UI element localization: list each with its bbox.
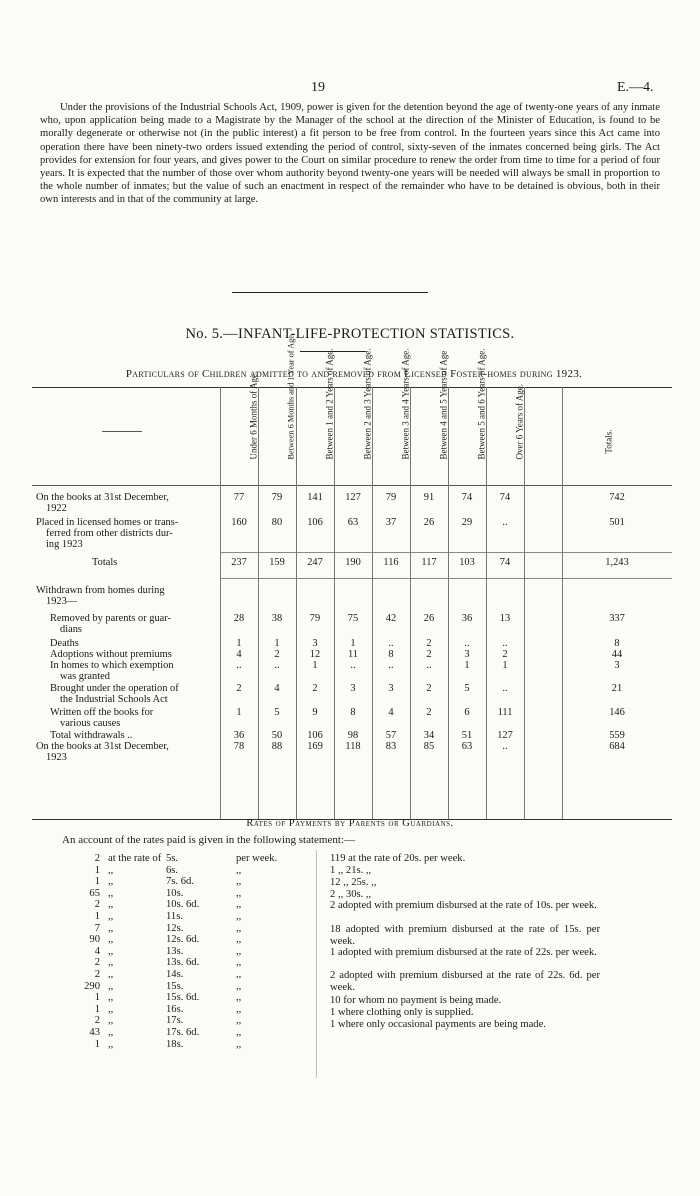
rate-connector: ,, [108, 945, 114, 957]
table-cell: 98 [347, 730, 359, 741]
table-cell: 2 [236, 683, 242, 694]
rate-period: ,, [236, 969, 242, 980]
column-header: Between 4 and 5 Years of Age [438, 350, 449, 460]
rate-row [60, 899, 300, 911]
table-cell: 159 [269, 557, 285, 568]
row-label [36, 517, 220, 550]
table-cell: 1 [464, 660, 470, 671]
rate-count: 1 [94, 992, 100, 1004]
row-label-continuation: 1923— [46, 596, 78, 607]
table-cell: 3 [312, 638, 318, 649]
table-cell: 79 [385, 492, 397, 503]
rate-period: ,, [236, 1003, 242, 1015]
rate-amount: 16s. [166, 1003, 184, 1015]
row-label-line: On the books at 31st December, [36, 741, 169, 752]
table-cell: 247 [307, 557, 323, 568]
table-cell: .. [236, 660, 242, 671]
rate-connector: ,, [108, 980, 114, 992]
table-cell: 1,243 [605, 557, 629, 568]
table-cell: 4 [388, 707, 394, 718]
table-cell: 501 [609, 517, 625, 528]
rate-amount: 11s. [166, 911, 183, 922]
table-cell: 51 [461, 730, 473, 741]
rate-period: ,, [236, 911, 242, 922]
table-cell: 146 [609, 707, 625, 718]
rate-count: 1 [94, 1003, 100, 1015]
table-cell: 42 [385, 613, 397, 624]
rate-amount: 18s. [166, 1038, 184, 1050]
table-cell: 237 [231, 557, 247, 568]
row-label-continuation: dians [60, 624, 82, 635]
table-cell: 2 [312, 683, 318, 694]
rate-note: 2 ,, 30s. ,, [330, 889, 372, 900]
row-label [50, 613, 220, 635]
table-cell: 141 [307, 492, 323, 503]
row-label-line: Deaths [50, 638, 79, 649]
rate-row [60, 853, 300, 865]
table-cell: 28 [233, 613, 245, 624]
table-cell: 1 [312, 660, 318, 671]
rate-period: ,, [236, 945, 242, 957]
table-cell: 3 [614, 660, 620, 671]
row-label-continuation: various causes [60, 718, 121, 729]
column-header: Between 5 and 6 Years of Age. [476, 348, 487, 460]
row-label [50, 638, 220, 649]
rate-note: 119 at the rate of 20s. per week. [330, 853, 466, 864]
rate-count: 1 [94, 1038, 100, 1050]
rate-amount: 10s. 6d. [166, 899, 200, 911]
table-cell: 1 [236, 707, 242, 718]
table-cell: 117 [421, 557, 437, 568]
col-divider [220, 387, 221, 819]
rate-count: 65 [89, 887, 100, 899]
table-cell: 36 [233, 730, 245, 741]
rate-connector: ,, [108, 911, 114, 922]
rate-connector: ,, [108, 864, 114, 876]
table-cell: 11 [347, 649, 358, 660]
rate-period: per week. [236, 853, 278, 864]
table-cell: 78 [233, 741, 245, 752]
table-cell: 2 [426, 683, 432, 694]
rate-period: ,, [236, 1015, 242, 1027]
rates-intro: An account of the rates paid is given in the following statement:— [62, 834, 355, 846]
column-header: Under 6 Months of Age. [248, 371, 259, 460]
rate-period: ,, [236, 992, 242, 1004]
rate-connector: ,, [108, 1015, 114, 1027]
table-cell: .. [388, 660, 394, 671]
table-cell: 160 [231, 517, 247, 528]
column-header: Between 2 and 3 Years of Age. [362, 348, 373, 460]
rate-connector: ,, [108, 876, 114, 888]
table-title: Particulars of Children admitted to and removed from Licensed Foster-homes during 1923. [125, 368, 583, 380]
rate-connector: at the rate of [108, 853, 162, 864]
table-cell: 26 [423, 517, 435, 528]
rate-connector: ,, [108, 1027, 114, 1038]
row-label [50, 730, 220, 741]
rate-connector: ,, [108, 1038, 114, 1050]
table-cell: 3 [464, 649, 470, 660]
table-cell: 57 [385, 730, 397, 741]
rate-note: 1 where clothing only is supplied. [330, 1007, 474, 1018]
rate-period: ,, [236, 922, 242, 934]
row-label-line: Withdrawn from homes during [36, 585, 165, 596]
row-label [50, 683, 220, 705]
table-cell: .. [464, 638, 470, 649]
row-label-line: Removed by parents or guar- [50, 613, 171, 624]
header-dash [102, 431, 142, 432]
column-header-totals: Totals. [603, 429, 614, 454]
rate-row [60, 876, 300, 888]
row-label-continuation: the Industrial Schools Act [60, 694, 168, 705]
rate-count: 4 [94, 945, 100, 957]
table-cell: 2 [426, 649, 432, 660]
row-label-continuation: was granted [60, 671, 110, 682]
rate-row [60, 1004, 300, 1016]
table-cell: 1 [274, 638, 280, 649]
rate-connector: ,, [108, 899, 114, 911]
rates-title: Rates of Payments by Parents or Guardians. [246, 818, 454, 829]
rate-row [60, 934, 300, 946]
row-label-line: Brought under the operation of [50, 683, 179, 694]
table-cell: 6 [464, 707, 470, 718]
rate-count: 2 [94, 1015, 100, 1027]
rate-amount: 15s. [166, 980, 184, 992]
rate-amount: 12s. [166, 922, 184, 934]
rate-row [60, 923, 300, 935]
rate-amount: 17s. [166, 1015, 184, 1027]
table-cell: .. [502, 741, 508, 752]
rate-note: 1 where only occasional payments are being made. [330, 1019, 546, 1030]
rate-amount: 15s. 6d. [166, 992, 200, 1004]
rate-amount: 5s. [166, 853, 179, 864]
table-cell: 1 [502, 660, 508, 671]
table-cell: .. [388, 638, 394, 649]
table-cell: 34 [423, 730, 435, 741]
table-cell: 26 [423, 613, 435, 624]
rate-amount: 13s. [166, 945, 184, 957]
table-cell: 2 [274, 649, 280, 660]
rate-period: ,, [236, 876, 242, 888]
table-cell: 75 [347, 613, 359, 624]
row-label-line: Totals [92, 557, 118, 568]
rate-amount: 17s. 6d. [166, 1027, 200, 1038]
table-cell: 5 [274, 707, 280, 718]
table-cell: 4 [274, 683, 280, 694]
rate-row [60, 969, 300, 981]
table-cell: 106 [307, 517, 323, 528]
table-cell: 44 [611, 649, 623, 660]
col-divider [562, 387, 563, 819]
table-cell: 21 [611, 683, 623, 694]
rate-connector: ,, [108, 969, 114, 980]
table-cell: 2 [426, 707, 432, 718]
rate-row [60, 1027, 300, 1039]
table-cell: 77 [233, 492, 245, 503]
rate-note: 1 ,, 21s. ,, [330, 865, 372, 876]
rate-connector: ,, [108, 887, 114, 899]
section-title: No. 5.—INFANT-LIFE-PROTECTION STATISTICS. [185, 326, 515, 342]
table-cell: 103 [459, 557, 475, 568]
rate-note: 10 for whom no payment is being made. [330, 995, 502, 1006]
table-cell: 127 [345, 492, 361, 503]
page-number: 19 [311, 80, 325, 95]
table-cell: .. [502, 517, 508, 528]
row-label [36, 585, 220, 607]
rate-amount: 14s. [166, 969, 184, 980]
table-cell: 742 [609, 492, 625, 503]
column-header: Between 3 and 4 Years of Age. [400, 348, 411, 460]
rate-amount: 7s. 6d. [166, 876, 194, 888]
table-cell: 79 [309, 613, 321, 624]
rate-count: 2 [94, 957, 100, 969]
rate-amount: 12s. 6d. [166, 934, 200, 946]
table-cell: 83 [385, 741, 397, 752]
rate-period: ,, [236, 980, 242, 992]
rate-period: ,, [236, 899, 242, 911]
row-label-continuation: ferred from other districts dur- [46, 528, 173, 539]
table-cell: 91 [423, 492, 435, 503]
table-cell: 116 [383, 557, 399, 568]
row-label-line: Total withdrawals .. [50, 730, 133, 741]
rate-count: 1 [94, 911, 100, 922]
rate-count: 2 [94, 969, 100, 980]
table-cell: .. [426, 660, 432, 671]
rate-count: 43 [89, 1027, 100, 1038]
row-label [50, 649, 220, 660]
row-label-continuation: 1923 [46, 752, 67, 763]
rate-note: 1 adopted with premium disbursed at the rate of 22s. per week. [330, 947, 597, 958]
rate-amount: 13s. 6d. [166, 957, 200, 969]
rate-note: 18 adopted with premium disbursed at the rate of 15s. per week. [330, 924, 600, 947]
table-cell: 8 [614, 638, 620, 649]
rate-connector: ,, [108, 922, 114, 934]
table-cell: 337 [609, 613, 625, 624]
table-cell: 1 [350, 638, 356, 649]
rate-row [60, 888, 300, 900]
rate-connector: ,, [108, 934, 114, 946]
rate-row [60, 946, 300, 958]
rate-connector: ,, [108, 992, 114, 1004]
rate-period: ,, [236, 1038, 242, 1050]
rate-count: 90 [89, 934, 100, 946]
rate-count: 7 [94, 922, 100, 934]
row-label-line: In homes to which exemption [50, 660, 174, 671]
table-cell: 79 [271, 492, 283, 503]
rate-period: ,, [236, 934, 242, 946]
row-label [36, 741, 220, 763]
table-cell: 5 [464, 683, 470, 694]
rate-row [60, 911, 300, 923]
table-cell: 3 [350, 683, 356, 694]
table-cell: 63 [347, 517, 359, 528]
column-header: Over 6 Years of Age. [514, 384, 525, 460]
rate-period: ,, [236, 1027, 242, 1038]
document-reference: E.—4. [617, 80, 654, 95]
table-cell: 127 [497, 730, 513, 741]
table-cell: .. [350, 660, 356, 671]
rate-row [60, 865, 300, 877]
table-cell: 88 [271, 741, 283, 752]
rate-row [60, 992, 300, 1004]
table-cell: 3 [388, 683, 394, 694]
table-cell: 74 [461, 492, 473, 503]
table-top-rule [32, 387, 672, 388]
rate-period: ,, [236, 864, 242, 876]
rate-count: 290 [84, 980, 100, 992]
table-cell: 8 [350, 707, 356, 718]
table-cell: 29 [461, 517, 473, 528]
rate-amount: 6s. [166, 864, 179, 876]
table-cell: .. [502, 638, 508, 649]
table-cell: 63 [461, 741, 473, 752]
rate-count: 1 [94, 876, 100, 888]
rate-row [60, 981, 300, 993]
table-cell: 38 [271, 613, 283, 624]
row-label [36, 492, 220, 514]
row-label [50, 707, 220, 729]
table-cell: 13 [499, 613, 511, 624]
rate-count: 2 [94, 853, 100, 864]
table-cell: 50 [271, 730, 283, 741]
row-label-continuation: 1922 [46, 503, 67, 514]
rate-note: 2 adopted with premium disbursed at the rate of 10s. per week. [330, 900, 597, 911]
rate-note: 12 ,, 25s. ,, [330, 877, 377, 888]
rates-column-divider [316, 850, 317, 1078]
totals-rule [220, 552, 672, 553]
rate-connector: ,, [108, 1003, 114, 1015]
table-cell: 2 [426, 638, 432, 649]
rate-period: ,, [236, 887, 242, 899]
table-cell: .. [502, 683, 508, 694]
table-cell: 37 [385, 517, 397, 528]
table-cell: 74 [499, 492, 511, 503]
row-label [50, 660, 220, 682]
table-cell: 1 [236, 638, 242, 649]
table-cell: 74 [499, 557, 511, 568]
table-cell: 2 [502, 649, 508, 660]
table-cell: 559 [609, 730, 625, 741]
table-cell: 111 [497, 707, 513, 718]
table-cell: .. [274, 660, 280, 671]
table-cell: 85 [423, 741, 435, 752]
table-cell: 190 [345, 557, 361, 568]
row-label-line: Placed in licensed homes or trans- [36, 517, 179, 528]
table-cell: 169 [307, 741, 323, 752]
table-cell: 118 [345, 741, 361, 752]
rate-count: 2 [94, 899, 100, 911]
table-header-rule [32, 485, 672, 486]
table-cell: 12 [309, 649, 321, 660]
table-cell: 4 [236, 649, 242, 660]
rate-period: ,, [236, 957, 242, 969]
rate-connector: ,, [108, 957, 114, 969]
column-header: Between 1 and 2 Years of Age. [324, 348, 335, 460]
table-cell: 684 [609, 741, 625, 752]
rate-row [60, 1015, 300, 1027]
row-label-continuation: ing 1923 [46, 539, 83, 550]
rate-amount: 10s. [166, 887, 184, 899]
table-cell: 106 [307, 730, 323, 741]
row-label-line: Adoptions without premiums [50, 649, 172, 660]
section-divider [232, 292, 428, 293]
rate-note: 2 adopted with premium disbursed at the rate of 22s. 6d. per week. [330, 970, 600, 993]
table-cell: 36 [461, 613, 473, 624]
table-cell: 80 [271, 517, 283, 528]
rate-row [60, 957, 300, 969]
column-header: Between 6 Months and 1 Year of Age. [286, 332, 296, 460]
table-cell: 8 [388, 649, 394, 660]
rate-count: 1 [94, 864, 100, 876]
row-label-line: On the books at 31st December, [36, 492, 169, 503]
intro-paragraph: Under the provisions of the Industrial Schools Act, 1909, power is given for the detention beyond the age of twenty-one years of any inmate who, upon application being made to a Magistrate by the Manager of the school at the direction of the Minister of Education, is found to be morally degenerate or otherwise not (in the public interest) a fit person to be free from control. In the fourteen years since this Act came into operation there have been ninety-two orders issued extending the period of control, sixty-seven of the inmates concerned being girls. The Act provides for extension for four years, and gives power to the Court on similar procedure to renew the order from time to time for a period of four years. It is expected that the number of those over whom authority beyond twenty-one years will be needed will always be small in proportion to the whole number of inmates; but the value of such an enactment in respect of the remainder who have to be detained is obvious, both in their own interests and in that of the community at large. [40, 102, 660, 206]
table-cell: 9 [312, 707, 318, 718]
rate-row [60, 1039, 300, 1051]
row-label-line: Written off the books for [50, 707, 154, 718]
totals-bottom-rule [220, 578, 672, 579]
